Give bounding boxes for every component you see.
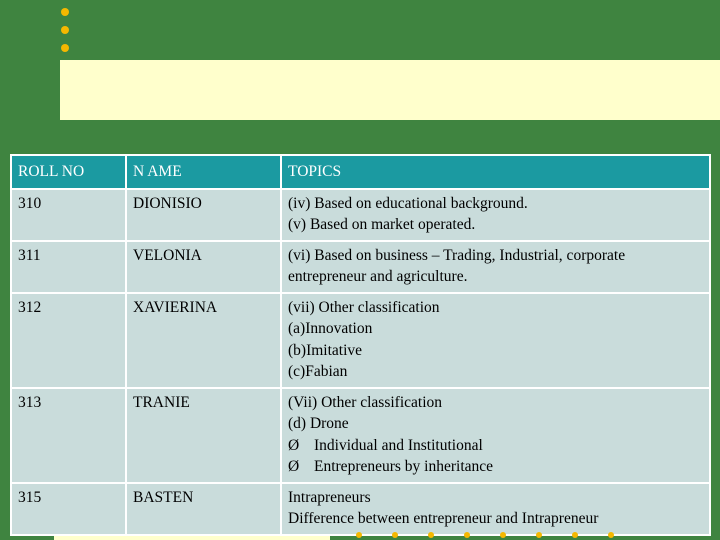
topic-line: Difference between entrepreneur and Intrapreneur: [288, 510, 599, 527]
name-cell: TRANIE: [126, 388, 281, 483]
title-box: [60, 60, 720, 120]
topic-line: (b)Imitative: [288, 341, 363, 359]
roll-cell: 315: [11, 483, 126, 535]
bullet-text: Entrepreneurs by inheritance: [314, 458, 494, 475]
decor-dot: [608, 532, 614, 538]
header-topics: TOPICS: [281, 155, 710, 189]
table-row: [11, 189, 710, 241]
decor-dot: [392, 532, 398, 538]
decor-dot: [356, 532, 362, 538]
decor-dot: [61, 44, 69, 52]
name-cell: VELONIA: [126, 241, 281, 293]
topics-cell: [281, 189, 710, 241]
table-row: [11, 241, 710, 293]
header-name: N AME: [126, 155, 281, 189]
bullet-item: [288, 456, 703, 478]
topic-line: (vi) Based on business – Trading, Industrial, corporate: [288, 246, 626, 264]
bullet-item: [288, 435, 703, 457]
table-row: [11, 293, 710, 388]
topics-cell: [281, 388, 710, 483]
roll-cell: 312: [11, 293, 126, 388]
topic-line: Intrapreneurs: [288, 488, 371, 506]
name-cell: DIONISIO: [126, 189, 281, 241]
roll-cell: 313: [11, 388, 126, 483]
topic-line: (Vii) Other classification: [288, 393, 443, 411]
topic-line: (iv) Based on educational background.: [288, 194, 528, 212]
header-roll-no: ROLL NO: [11, 155, 126, 189]
name-cell: BASTEN: [126, 483, 281, 535]
roll-cell: 311: [11, 241, 126, 293]
table-row: [11, 483, 710, 535]
decor-dot: [428, 532, 434, 538]
decor-dot: [464, 532, 470, 538]
topic-line: (c)Fabian: [288, 363, 348, 380]
roll-topics-table: [10, 154, 711, 536]
decor-dot: [61, 26, 69, 34]
bullet-text: Individual and Institutional: [314, 436, 483, 454]
decor-dot: [500, 532, 506, 538]
topics-cell: [281, 483, 710, 535]
decor-dot: [572, 532, 578, 538]
topics-cell: [281, 241, 710, 293]
arrow-bullet-icon: Ø: [288, 458, 300, 475]
header-row: [11, 155, 710, 189]
topics-cell: [281, 293, 710, 388]
decor-dot: [61, 8, 69, 16]
topic-line: (vii) Other classification: [288, 298, 440, 316]
arrow-bullet-icon: Ø: [288, 436, 300, 454]
decor-dot: [536, 532, 542, 538]
name-cell: XAVIERINA: [126, 293, 281, 388]
topic-line: (d) Drone: [288, 415, 349, 432]
table-row: [11, 388, 710, 483]
topic-line: (a)Innovation: [288, 320, 373, 337]
topic-line: entrepreneur and agriculture.: [288, 268, 468, 285]
roll-cell: 310: [11, 189, 126, 241]
topic-line: (v) Based on market operated.: [288, 216, 476, 233]
